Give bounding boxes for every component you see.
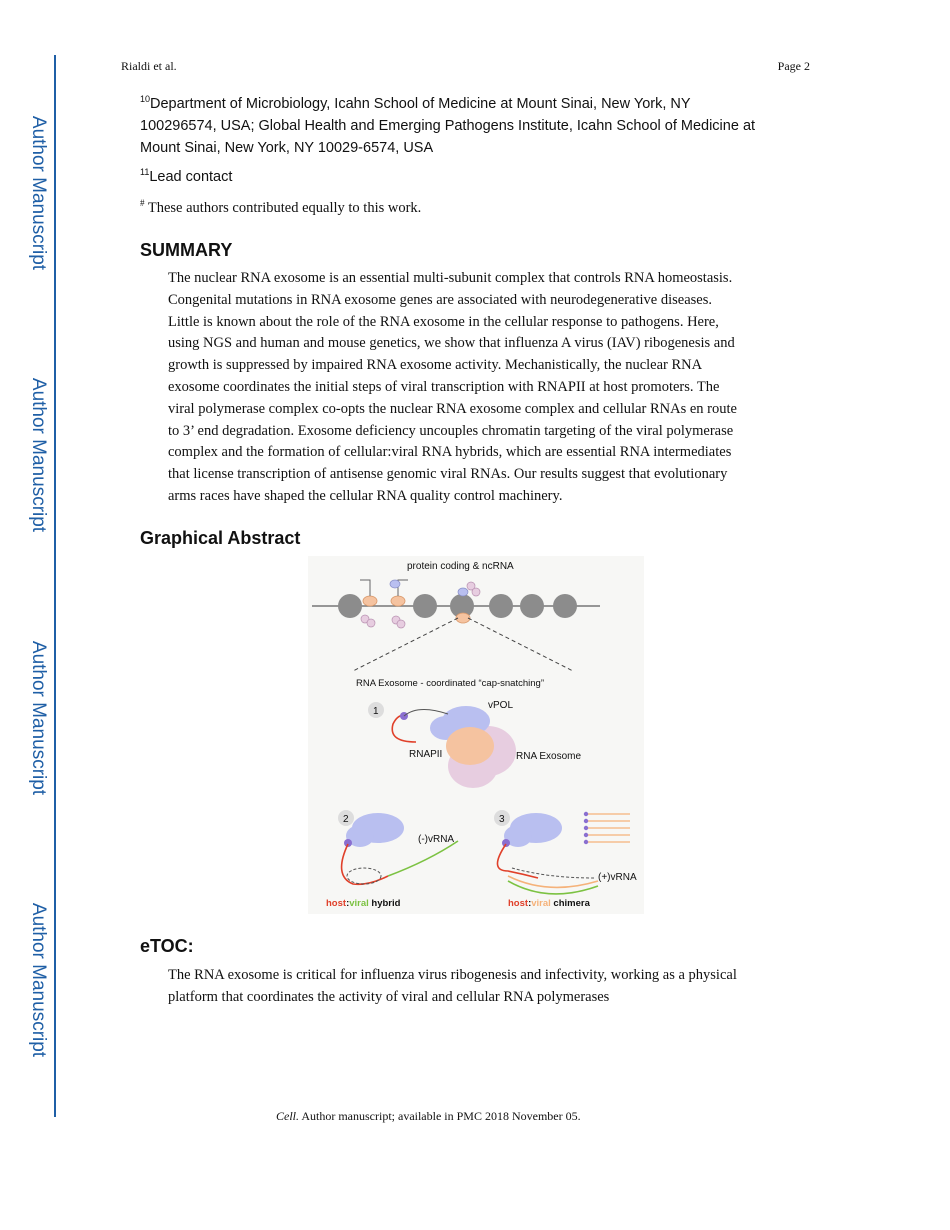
step-3-label: 3 <box>499 814 505 825</box>
nucleosome <box>520 594 544 618</box>
graphical-abstract-svg <box>308 556 644 914</box>
transcript-cap <box>584 833 588 837</box>
caption-host: host <box>508 898 529 909</box>
equal-note-symbol: # <box>140 198 145 209</box>
exosome-blob <box>367 619 375 627</box>
summary-heading: SUMMARY <box>140 240 233 260</box>
footer-text: Author manuscript; available in PMC 2018 November 05. <box>299 1109 581 1123</box>
exosome-label: RNA Exosome <box>516 751 582 762</box>
equal-note-text: These authors contributed equally to this work. <box>144 200 422 216</box>
graphical-abstract-heading: Graphical Abstract <box>140 528 301 548</box>
caption-viral: viral <box>531 898 551 909</box>
summary-line: that license transcription of antisense genomic viral RNAs. Our results suggest that evolutionary <box>168 466 728 483</box>
journal-name: Cell. <box>276 1109 299 1123</box>
summary-line: arms races have shaped the cellular RNA quality control machinery. <box>168 487 563 504</box>
summary-line: viral polymerase complex co-opts the nuclear RNA exosome complex and cellular RNAs en route <box>168 400 737 417</box>
summary-line: to 3’ end degradation. Exosome deficiency uncouples chromatin targeting of the viral polymerase <box>168 422 734 439</box>
caption-word: chimera <box>550 898 590 909</box>
vpol-blob <box>458 588 468 596</box>
summary-line: complex and the formation of cellular:viral RNA hybrids, which are essential RNA intermediates <box>168 444 732 461</box>
affiliation-line: Mount Sinai, New York, NY 10029-6574, USA <box>140 140 434 156</box>
etoc-line: The RNA exosome is critical for influenza virus ribogenesis and infectivity, working as a physical <box>168 967 737 983</box>
sidebar-divider <box>54 55 56 1117</box>
summary-line: The nuclear RNA exosome is an essential multi-subunit complex that controls RNA homeostasis. <box>168 270 733 286</box>
step-1-label: 1 <box>373 706 379 717</box>
caption-host: host <box>326 898 347 909</box>
caption-viral: viral <box>349 898 369 909</box>
caption-colon: : <box>346 898 350 909</box>
summary-line: growth is suppressed by impaired RNA exosome activity. Mechanistically, the nuclear RNA <box>168 357 703 374</box>
caption-colon: : <box>528 898 532 909</box>
pos-vrna-label: (+)vRNA <box>598 872 637 883</box>
cap-structure <box>502 839 510 847</box>
summary-line: Little is known about the role of the RNA exosome in the cellular response to pathogens. Here, <box>168 313 719 330</box>
nucleosome <box>338 594 362 618</box>
lead-contact-text: Lead contact <box>149 169 233 185</box>
transcript-cap <box>584 819 588 823</box>
equal-contribution-note <box>140 200 421 217</box>
running-head-authors: Rialdi et al. <box>121 59 177 73</box>
affiliation-line: Department of Microbiology, Icahn School of Medicine at Mount Sinai, New York, NY <box>150 96 691 112</box>
nucleosome <box>413 594 437 618</box>
rnapii-blob <box>456 613 470 623</box>
chimera-caption <box>508 898 591 909</box>
affiliation-number: 10 <box>140 94 151 105</box>
rnapii-complex <box>446 727 494 765</box>
vpol-label: vPOL <box>488 700 514 711</box>
affiliation-line: 100296574, USA; Global Health and Emerging Pathogens Institute, Icahn School of Medicine at <box>140 118 756 134</box>
summary-text <box>168 268 788 508</box>
exosome-blob <box>397 620 405 628</box>
etoc-line: platform that coordinates the activity of viral and cellular RNA polymerases <box>168 988 610 1005</box>
etoc-text <box>168 965 788 1009</box>
rnapii-blob <box>363 596 377 606</box>
neg-vrna-label: (-)vRNA <box>418 834 455 845</box>
sidebar-label: Author Manuscript <box>28 115 49 271</box>
caption-word: hybrid <box>368 898 401 909</box>
transcript-cap <box>584 840 588 844</box>
step-2-label: 2 <box>343 814 349 825</box>
etoc-heading: eTOC: <box>140 936 194 956</box>
graphical-abstract-figure <box>308 556 644 914</box>
sidebar-label: Author Manuscript <box>28 640 49 796</box>
sidebar-label: Author Manuscript <box>28 902 49 1058</box>
transcript-cap <box>584 812 588 816</box>
lead-contact <box>140 169 232 185</box>
top-label: protein coding & ncRNA <box>407 561 514 572</box>
summary-line: using NGS and human and mouse genetics, we show that influenza A virus (IAV) ribogenesis and <box>168 335 735 352</box>
nucleosome <box>489 594 513 618</box>
page-number: Page 2 <box>777 59 810 73</box>
rnapii-label: RNAPII <box>409 749 443 760</box>
lead-contact-number: 11 <box>140 167 150 178</box>
rnapii-blob <box>391 596 405 606</box>
hybrid-caption <box>326 898 401 909</box>
summary-line: Congenital mutations in RNA exosome genes are associated with neurodegenerative diseases. <box>168 291 713 308</box>
nucleosome <box>553 594 577 618</box>
sidebar-label: Author Manuscript <box>28 377 49 533</box>
summary-line: exosome coordinates the initial steps of viral transcription with RNAPII at host promoters. The <box>168 378 720 395</box>
exosome-blob <box>472 588 480 596</box>
affiliation <box>140 93 810 159</box>
mid-label: RNA Exosome - coordinated “cap-snatching” <box>356 678 544 689</box>
transcript-cap <box>584 826 588 830</box>
footer-citation <box>276 1109 581 1124</box>
vpol-blob <box>390 580 400 588</box>
